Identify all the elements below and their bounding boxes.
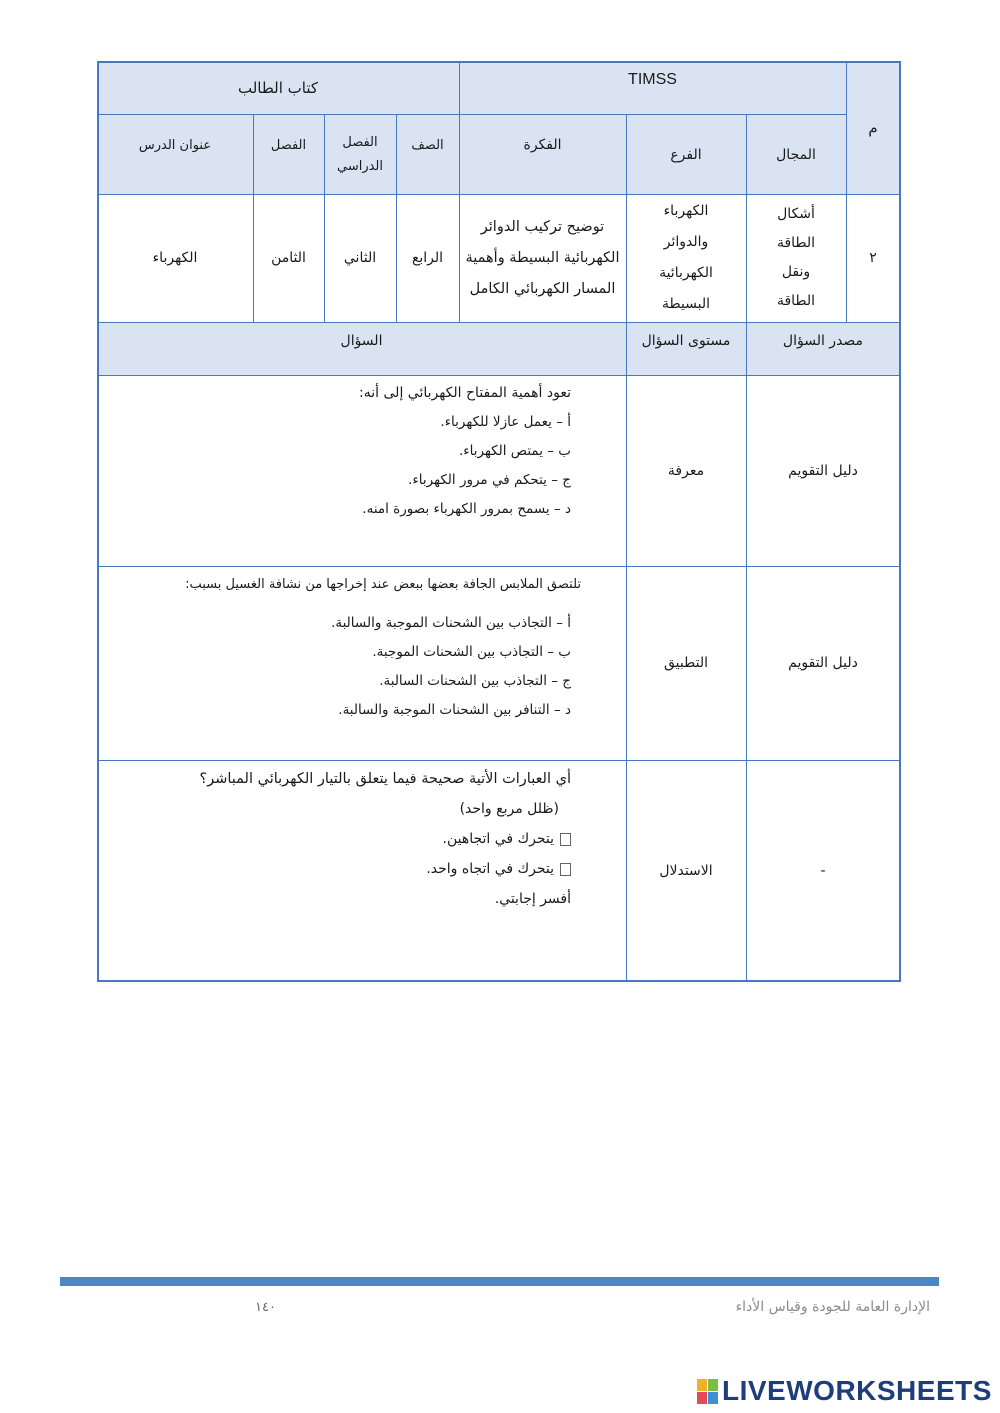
question-3-instruction: (ظلل مربع واحد) <box>459 801 559 817</box>
question-2-stem: تلتصق الملابس الجافة بعضها ببعض عند إخراجها من نشافة الغسيل بسبب: <box>185 577 581 592</box>
question-3-stem: أي العبارات الأتية صحيحة فيما يتعلق بالتيار الكهربائي المباشر؟ <box>199 771 571 787</box>
question-1-option-d[interactable]: د – يسمح بمرور الكهرباء بصورة امنه. <box>362 501 571 517</box>
lesson-title-column-header: عنوان الدرس <box>138 137 212 153</box>
question-3-level: الاستدلال <box>659 862 713 879</box>
table-border <box>846 61 847 322</box>
idea-column-header: الفكرة <box>523 137 562 153</box>
question-3-explain: أفسر إجابتي. <box>494 891 571 907</box>
question-1-source: دليل التقويم <box>788 462 858 479</box>
table-border <box>396 115 397 322</box>
organization-name: الإدارة العامة للجودة وقياس الأداء <box>735 1299 930 1315</box>
footer-bar <box>60 1277 939 1286</box>
domain-column-header: المجال <box>776 146 816 163</box>
question-2-option-b[interactable]: ب – التجاذب بين الشحنات الموجبة. <box>372 644 571 660</box>
question-2-option-d[interactable]: د – التنافر بين الشحنات الموجبة والسالبة. <box>338 702 571 718</box>
question-2-level: التطبيق <box>664 655 708 671</box>
liveworksheets-logo-icon <box>697 1379 719 1405</box>
question-1-text <box>359 379 571 524</box>
question-3-text <box>200 764 571 914</box>
table-border <box>97 760 900 761</box>
table-border <box>253 115 254 322</box>
question-level-header: مستوى السؤال <box>641 332 731 349</box>
question-2-text <box>185 570 581 725</box>
question-1-option-b[interactable]: ب – يمتص الكهرباء. <box>458 443 571 459</box>
question-2-option-a[interactable]: أ – التجاذب بين الشحنات الموجبة والسالبة. <box>331 615 571 631</box>
question-3-option-1-label: يتحرك في اتجاهين. <box>442 831 554 847</box>
row-number-header: م <box>868 118 878 137</box>
student-book-header: كتاب الطالب <box>237 79 319 97</box>
branch-value: الكهرباء والدوائر الكهربائية البسيطة <box>659 203 713 312</box>
lesson-title-value: الكهرباء <box>152 250 198 266</box>
checkbox-icon[interactable] <box>560 833 571 846</box>
timss-header: TIMSS <box>628 71 677 88</box>
grade-value: الرابع <box>411 250 444 266</box>
table-border <box>97 61 99 982</box>
question-source-header: مصدر السؤال <box>782 332 864 349</box>
question-1-stem: تعود أهمية المفتاح الكهربائي إلى أنه: <box>359 385 571 401</box>
table-border <box>97 980 900 982</box>
question-2-source: دليل التقويم <box>788 655 858 671</box>
table-border <box>899 61 901 982</box>
semester-value: الثاني <box>343 250 377 266</box>
page-number: ١٤٠ <box>255 1300 276 1315</box>
liveworksheets-brand: LIVEWORKSHEETS <box>722 1375 992 1406</box>
question-1-option-c[interactable]: ج – يتحكم في مرور الكهرباء. <box>408 472 571 488</box>
table-border <box>97 566 900 567</box>
table-border <box>626 115 627 981</box>
chapter-column-header: الفصل <box>270 137 307 153</box>
question-3-option-2-label: يتحرك في اتجاه واحد. <box>426 861 554 877</box>
grade-column-header: الصف <box>411 137 444 153</box>
liveworksheets-logo <box>697 1377 997 1407</box>
question-3-source: - <box>820 862 826 879</box>
domain-value: أشكال الطاقة ونقل الطاقة <box>776 206 816 309</box>
table-border <box>97 375 900 376</box>
question-header: السؤال <box>340 332 383 349</box>
branch-column-header: الفرع <box>670 146 702 163</box>
table-border <box>97 61 900 63</box>
checkbox-icon[interactable] <box>560 863 571 876</box>
chapter-value: الثامن <box>271 250 306 266</box>
table-border <box>746 115 747 981</box>
idea-value: توضيح تركيب الدوائر الكهربائية البسيطة وأهمية المسار الكهربائي الكامل <box>465 218 620 297</box>
row-number: ٢ <box>869 250 877 266</box>
table-border <box>97 194 900 195</box>
table-border <box>97 114 846 115</box>
question-1-option-a[interactable]: أ – يعمل عازلا للكهرباء. <box>440 414 571 430</box>
table-border <box>324 115 325 322</box>
question-3-option-1[interactable] <box>200 824 571 854</box>
question-2-option-c[interactable]: ج – التجاذب بين الشحنات السالبة. <box>379 673 571 689</box>
question-3-option-2[interactable] <box>200 854 571 884</box>
semester-column-header: الفصل الدراسي <box>336 134 383 174</box>
table-border <box>97 322 900 323</box>
table-border <box>459 61 460 322</box>
question-1-level: معرفة <box>667 462 705 479</box>
